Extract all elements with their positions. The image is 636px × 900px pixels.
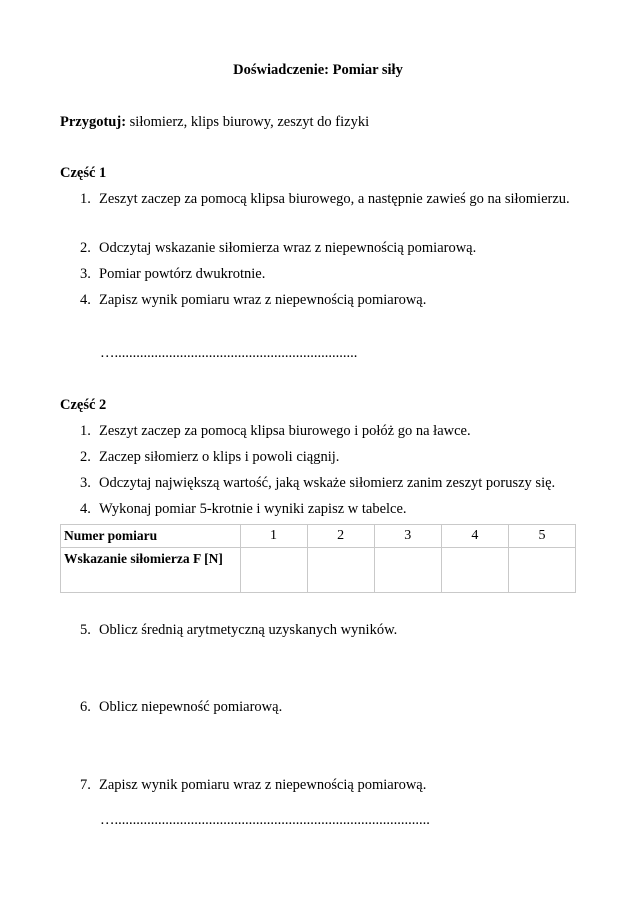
item-text: Zaczep siłomierz o klips i powoli ciągnij. [99, 449, 340, 465]
item-text: Zeszyt zaczep za pomocą klipsa biurowego, a następnie zawieś go na siłomierzu. [99, 191, 570, 207]
table-column-number: 1 [240, 525, 307, 548]
table-input-cell[interactable] [307, 548, 374, 593]
table-column-number: 5 [508, 525, 575, 548]
table-header-cell: Wskazanie siłomierza F [N] [61, 548, 241, 593]
table-column-number: 4 [441, 525, 508, 548]
item-text: Odczytaj wskazanie siłomierza wraz z niepewnością pomiarową. [99, 240, 477, 256]
item-text: Pomiar powtórz dwukrotnie. [99, 266, 266, 282]
item-number: 5. [80, 622, 91, 638]
measurement-table [60, 524, 576, 593]
item-number: 4. [80, 501, 91, 517]
item-text: Odczytaj największą wartość, jaką wskaże siłomierz zanim zeszyt poruszy się. [99, 475, 556, 491]
table-input-cell[interactable] [240, 548, 307, 593]
item-text: Zapisz wynik pomiaru wraz z niepewnością pomiarową. [99, 777, 427, 793]
table-column-number: 2 [307, 525, 374, 548]
item-number: 3. [80, 266, 91, 282]
item-number: 3. [80, 475, 91, 491]
item-number: 1. [80, 423, 91, 439]
item-number: 1. [80, 191, 91, 207]
table-column-number: 3 [374, 525, 441, 548]
item-text: Wykonaj pomiar 5-krotnie i wyniki zapisz w tabelce. [99, 501, 407, 517]
part2-answer-line[interactable]: …....................................................................................... [100, 812, 430, 828]
part1-answer-line[interactable]: …................................................................... [100, 345, 358, 361]
part1-title: Część 1 [60, 165, 107, 181]
item-text: Oblicz niepewność pomiarową. [99, 699, 283, 715]
part2-title: Część 2 [60, 397, 107, 413]
item-text: Oblicz średnią arytmetyczną uzyskanych wyników. [99, 622, 398, 638]
item-number: 2. [80, 449, 91, 465]
item-number: 6. [80, 699, 91, 715]
table-row [61, 548, 576, 593]
prepare-text: siłomierz, klips biurowy, zeszyt do fizyki [126, 114, 370, 130]
prepare-label: Przygotuj: [60, 114, 127, 130]
table-header-cell: Numer pomiaru [61, 525, 241, 548]
item-number: 4. [80, 292, 91, 308]
prepare-line [60, 114, 369, 131]
table-row [61, 525, 576, 548]
table-input-cell[interactable] [441, 548, 508, 593]
item-number: 2. [80, 240, 91, 256]
table-input-cell[interactable] [374, 548, 441, 593]
table-input-cell[interactable] [508, 548, 575, 593]
item-text: Zapisz wynik pomiaru wraz z niepewnością pomiarową. [99, 292, 427, 308]
item-number: 7. [80, 777, 91, 793]
page-title: Doświadczenie: Pomiar siły [233, 62, 403, 78]
item-text: Zeszyt zaczep za pomocą klipsa biurowego i połóż go na ławce. [99, 423, 471, 439]
